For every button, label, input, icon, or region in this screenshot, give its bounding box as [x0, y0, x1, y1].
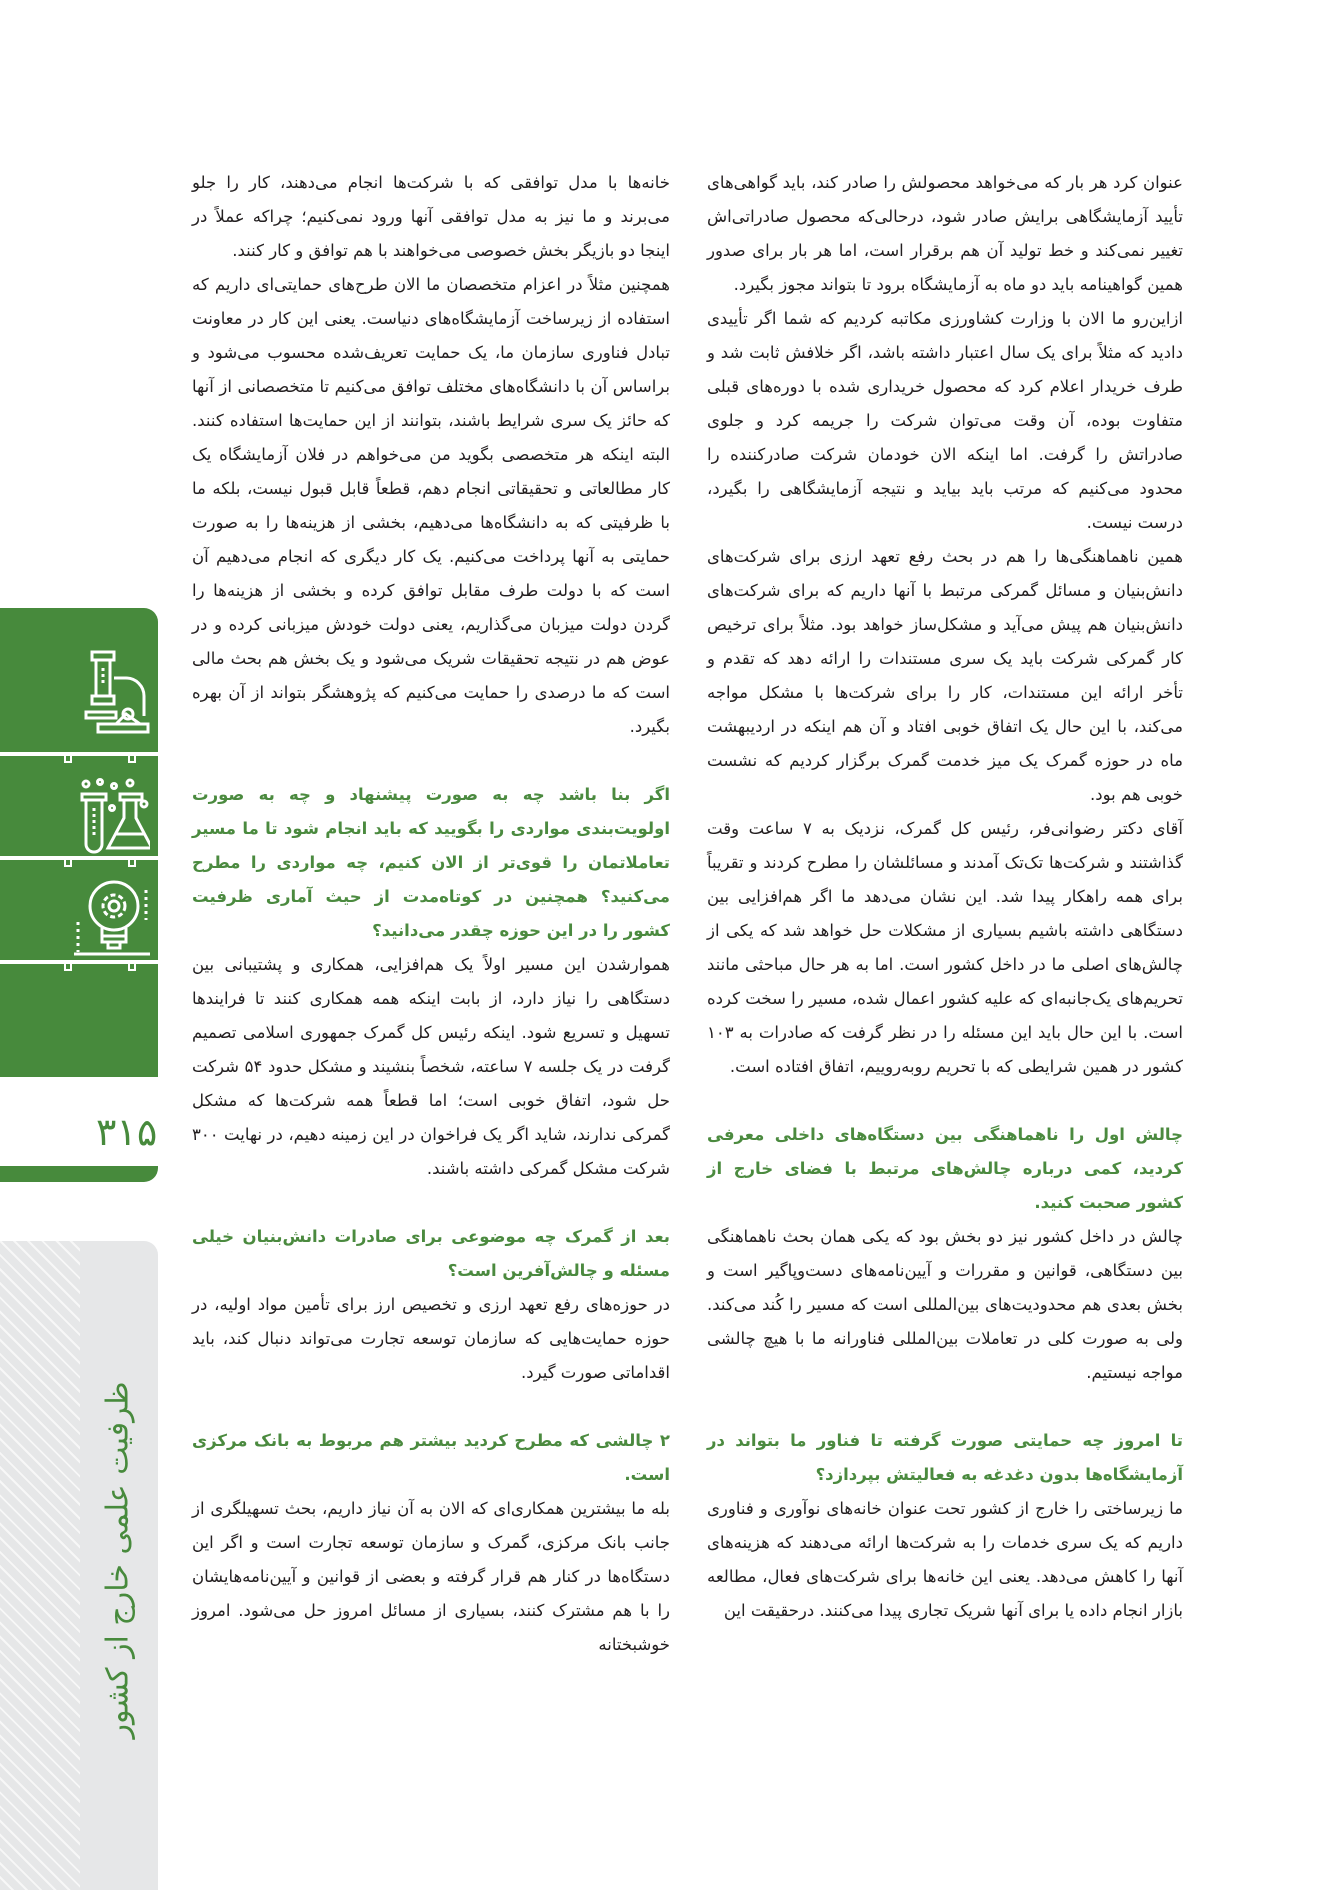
interview-question: بعد از گمرک چه موضوعی برای صادرات دانش‌بنیان خیلی مسئله و چالش‌آفرین است؟: [192, 1227, 670, 1280]
lightbulb-gear-icon: [74, 876, 150, 964]
right-text-column: [707, 166, 1183, 1628]
interview-question: ۲ چالشی که مطرح کردید بیشتر هم مربوط به بانک مرکزی است.: [192, 1431, 670, 1484]
microscope-icon: [84, 648, 150, 744]
shelf-peg: [128, 860, 136, 867]
sidebar-brand-panel: [0, 608, 158, 1077]
section-title: ظرفیت علمی خارج از کشور: [100, 1381, 136, 1739]
interview-answer: بله ما بیشترین همکاری‌ای که الان به آن نیاز داریم، بحث تسهیلگری از جانب بانک مرکزی، گمرک و سازمان توسعه تجارت است و اگر این دستگاه‌ها در کنار هم قرار گرفته و بعضی از قوانین و آیین‌نامه‌هایشان را با هم مشترک کنند، بسیاری از مسائل امروز حل می‌شود. امروز خوشبختانه: [192, 1499, 670, 1654]
interview-question: اگر بنا باشد چه به صورت پیشنهاد و چه به صورت اولویت‌بندی مواردی را بگویید که باید انجام شود تا ما مسیر تعاملاتمان را قوی‌تر از الان کنیم، چه مواردی را مطرح می‌کنید؟ همچنین در کوتاه‌مدت از حیث آماری ظرفیت کشور را در این حوزه چقدر می‌دانید؟: [192, 785, 670, 940]
left-text-column: [192, 166, 670, 1662]
interview-answer: چالش در داخل کشور نیز دو بخش بود که یکی همان بحث ناهماهنگی بین دستگاهی، قوانین و مقررات و آیین‌نامه‌های دست‌وپاگیر است و بخش بعدی هم محدودیت‌های بین‌المللی است که مسیر را کُند می‌کند. ولی به صورت کلی در تعاملات بین‌المللی فناورانه ما با هیچ چالشی مواجه نیستیم.: [707, 1227, 1183, 1382]
shelf-peg: [128, 964, 136, 971]
body-paragraph: عنوان کرد هر بار که می‌خواهد محصولش را صادر کند، باید گواهی‌های تأیید آزمایشگاهی برایش صادر شود، درحالی‌که محصول صادراتی‌اش تغییر نمی‌کند و خط تولید آن هم برقرار است، اما هر بار برای صدور همین گواهینامه باید دو ماه به آزمایشگاه برود تا بتواند مجوز بگیرد.: [707, 173, 1183, 294]
diagonal-stripes-decoration: [0, 1241, 80, 1890]
body-paragraph: ازاین‌رو ما الان با وزارت کشاورزی مکاتبه کردیم که شما اگر تأییدی دادید که مثلاً برای یک سال اعتبار داشته باشد، اگر خلافش ثابت شد و طرف خریدار اعلام کرد که محصول خریداری شده با دوره‌های قبلی متفاوت بوده، آن وقت می‌توان شرکت را جریمه کرد و جلوی صادراتش را گرفت. اما اینکه الان خودمان شرکت صادرکننده را محدود می‌کنیم که مرتب باید بیاید و نتیجه آزمایشگاهی را بگیرد، درست نیست.: [707, 309, 1183, 532]
interview-question: چالش اول را ناهماهنگی بین دستگاه‌های داخلی معرفی کردید، کمی درباره چالش‌های مرتبط با فضای خارج از کشور صحبت کنید.: [707, 1125, 1183, 1212]
body-paragraph: همچنین مثلاً در اعزام متخصصان ما الان طرح‌های حمایتی‌ای داریم که استفاده از زیرساخت آزمایشگاه‌های دنیاست. یعنی این کار در معاونت تبادل فناوری سازمان ما، یک حمایت تعریف‌شده محسوب می‌شود و براساس آن با دانشگاه‌های مختلف توافق می‌کنیم تا متخصصانی از آنها که حائز یک سری شرایط باشند، بتوانند از این حمایت‌ها استفاده کنند. البته اینکه هر متخصصی بگوید من می‌خواهم در فلان آزمایشگاه یک کار مطالعاتی و تحقیقاتی انجام دهم، قطعاً قابل قبول نیست، بلکه ما با ظرفیتی که به دانشگاه‌ها می‌دهیم، بخشی از هزینه‌ها را به صورت حمایتی به آنها پرداخت می‌کنیم. یک کار دیگری که انجام می‌دهیم آن است که با دولت طرف مقابل توافق کرده و بخشی از هزینه‌ها را گردن دولت میزبان می‌گذاریم، یعنی دولت خودش میزبانی کرده و در عوض هم در نتیجه تحقیقات شریک می‌شود و یک بخش هم بحث مالی است که ما درصدی را حمایت می‌کنیم که پژوهشگر بتواند از آن بهره بگیرد.: [192, 275, 670, 736]
body-paragraph: آقای دکتر رضوانی‌فر، رئیس کل گمرک، نزدیک به ۷ ساعت وقت گذاشتند و شرکت‌ها تک‌تک آمدند و مسائلشان را مطرح کردند و تقریباً برای همه راهکار پیدا شد. این نشان می‌دهد ما اگر هم‌افزایی بین دستگاهی داشته باشیم بسیاری از مشکلات حل خواهد شد که یکی از چالش‌های اصلی ما در داخل کشور است. اما به هر حال مباحثی مانند تحریم‌های یک‌جانبه‌ای که علیه کشور اعمال شده، مسیر را سخت کرده است. با این حال باید این مسئله را در نظر گرفت که صادرات به ۱۰۳ کشور در همین شرایطی که با تحریم روبه‌روییم، اتفاق افتاده است.: [707, 819, 1183, 1076]
page-number: ۳۱۵: [96, 1110, 158, 1154]
shelf-peg: [128, 756, 136, 763]
interview-answer: ما زیرساختی را خارج از کشور تحت عنوان خانه‌های نوآوری و فناوری داریم که یک سری خدمات را به شرکت‌ها ارائه می‌دهند که هزینه‌های آنها را کاهش می‌دهد. یعنی این خانه‌ها برای شرکت‌های فعال، مطالعه بازار انجام داده یا برای آنها شریک تجاری پیدا می‌کنند. درحقیقت این: [707, 1499, 1183, 1620]
interview-answer: در حوزه‌های رفع تعهد ارزی و تخصیص ارز برای تأمین مواد اولیه، در حوزه حمایت‌هایی که سازمان توسعه تجارت می‌تواند دنبال کند، باید اقداماتی صورت گیرد.: [192, 1295, 670, 1382]
shelf-peg: [64, 964, 72, 971]
interview-question: تا امروز چه حمایتی صورت گرفته تا فناور ما بتواند در آزمایشگاه‌ها بدون دغدغه به فعالیتش بپردازد؟: [707, 1431, 1183, 1484]
body-paragraph: همین ناهماهنگی‌ها را هم در بحث رفع تعهد ارزی برای شرکت‌های دانش‌بنیان و مسائل گمرکی مرتبط با آنها داریم که برای شرکت‌های دانش‌بنیان هم پیش می‌آید و مشکل‌ساز خواهد بود. مثلاً برای ترخیص کار گمرکی شرکت باید یک سری مستندات را ارائه دهد که تقدم و تأخر ارائه این مستندات، کار را برای شرکت‌ها با مشکل مواجه می‌کند، با این حال یک اتفاق خوبی افتاد و آن هم اینکه در اردیبهشت ماه در حوزه گمرک یک میز خدمت گمرک برگزار کردیم که نشست خوبی هم بود.: [707, 547, 1183, 804]
test-tube-flask-icon: [78, 778, 150, 860]
publication-logo: فرهیختگان: [1197, 1010, 1329, 1045]
sidebar-accent-bar: [0, 1166, 158, 1182]
shelf-peg: [64, 860, 72, 867]
body-paragraph: خانه‌ها با مدل توافقی که با شرکت‌ها انجام می‌دهند، کار را جلو می‌برند و ما نیز به مدل توافقی آنها ورود نمی‌کنیم؛ چراکه عملاً در اینجا دو بازیگر بخش خصوصی می‌خواهند با هم توافق و کار کنند.: [192, 173, 670, 260]
shelf-peg: [64, 756, 72, 763]
interview-answer: هموارشدن این مسیر اولاً یک هم‌افزایی، همکاری و پشتیبانی بین دستگاهی را نیاز دارد، از بابت اینکه همه همکاری کنند تا فرایندها تسهیل و تسریع شود. اینکه رئیس کل گمرک جمهوری اسلامی تصمیم گرفت در یک جلسه ۷ ساعته، شخصاً بنشیند و مشکل حدود ۵۴ شرکت حل شود، اتفاق خوبی است؛ اما قطعاً همه شرکت‌ها که مشکل گمرکی ندارند، شاید اگر یک فراخوان در این زمینه دهیم، در نهایت ۳۰۰ شرکت مشکل گمرکی داشته باشند.: [192, 955, 670, 1178]
